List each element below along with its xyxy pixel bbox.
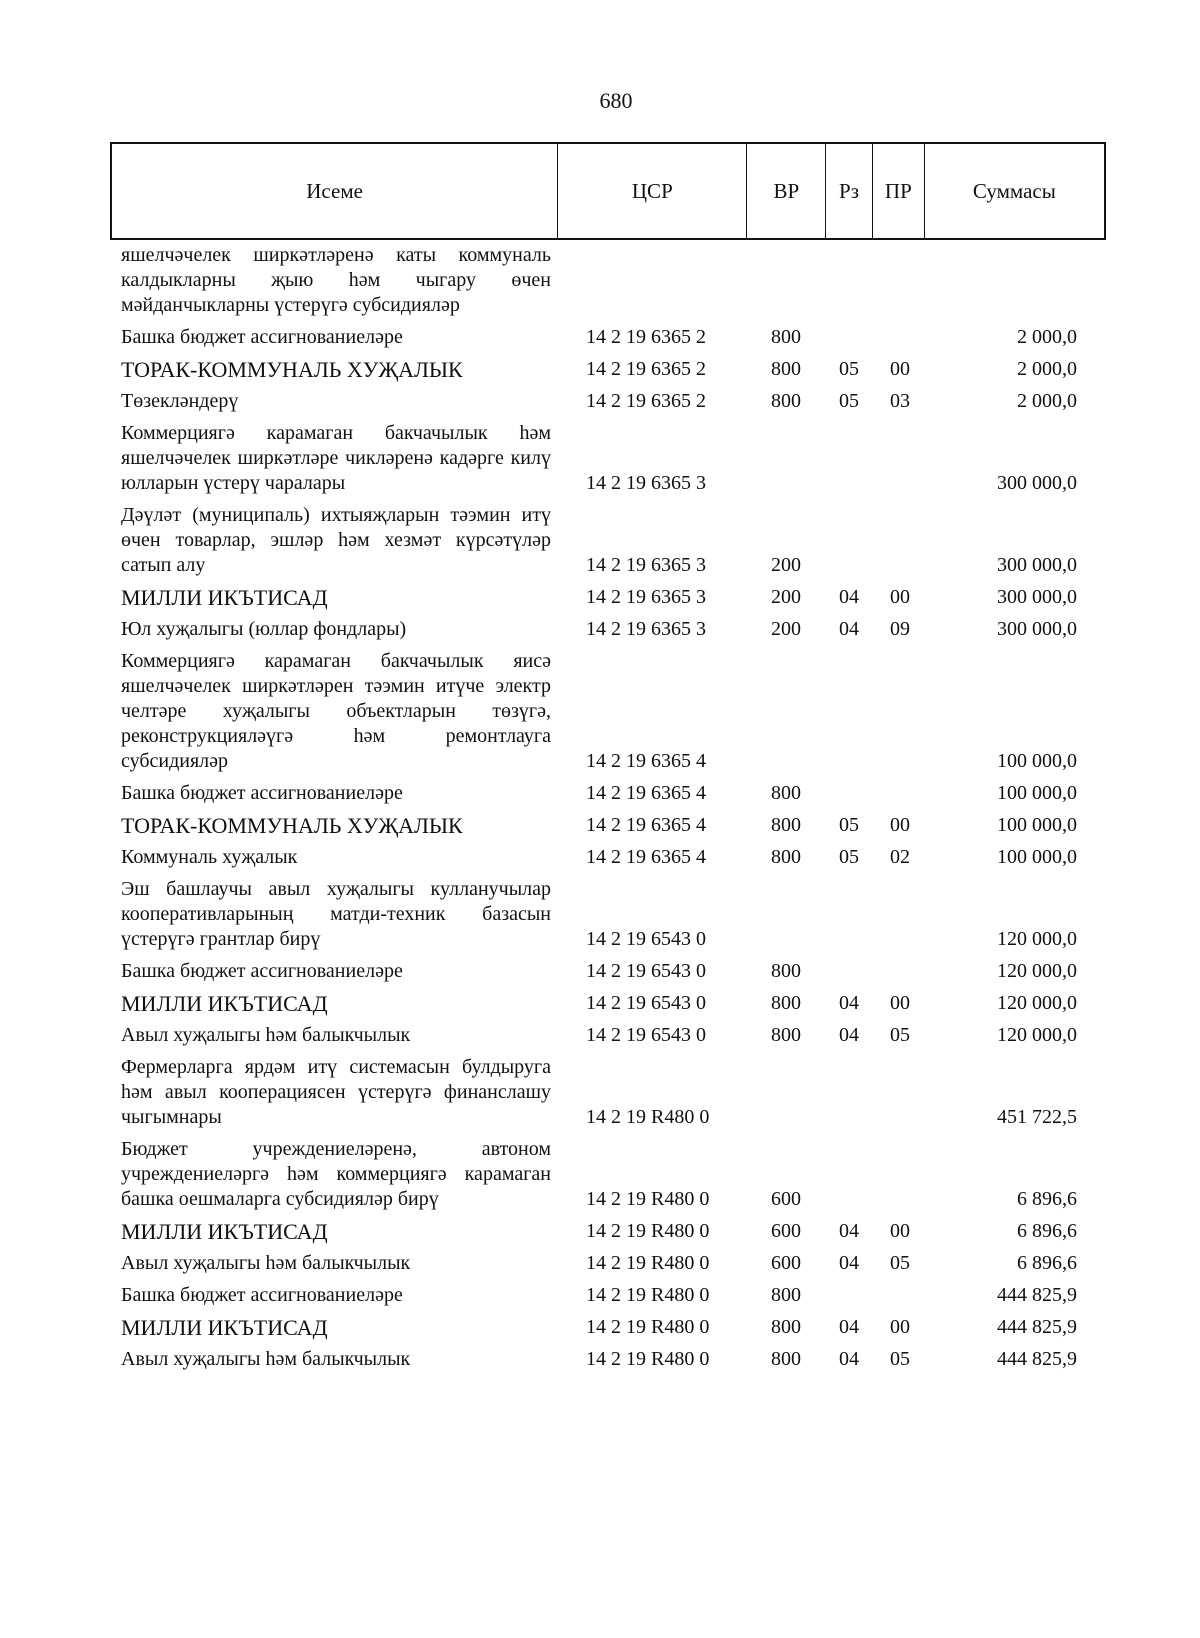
row-name: Коммерциягә карамаган бакчачылык яисә яшелчәчелек ширкәтләрен тәэмин итүче электр челтәре хуҗалыгы объектларын төзүгә, реконструкцияләүгә һәм ремонтлауга субсидияләр bbox=[121, 650, 551, 772]
table-row bbox=[121, 421, 1117, 496]
row-pr: 00 bbox=[890, 814, 910, 836]
table-row bbox=[121, 877, 1117, 952]
row-sum: 300 000,0 bbox=[997, 618, 1077, 640]
row-name: Фермерларга ярдәм итү системасын булдыруга һәм авыл кооперациясен үстерүгә финанслашу чыгымнары bbox=[121, 1056, 551, 1128]
row-csr: 14 2 19 R480 0 bbox=[586, 1106, 710, 1128]
table-body bbox=[121, 243, 1117, 1379]
row-csr: 14 2 19 R480 0 bbox=[586, 1252, 710, 1274]
row-csr: 14 2 19 6365 2 bbox=[586, 358, 706, 380]
row-pr: 00 bbox=[890, 992, 910, 1014]
row-rz: 04 bbox=[839, 1220, 859, 1242]
row-name: ТОРАК-КОММУНАЛЬ ХУҖАЛЫК bbox=[121, 357, 463, 382]
row-rz: 04 bbox=[839, 1252, 859, 1274]
row-csr: 14 2 19 R480 0 bbox=[586, 1220, 710, 1242]
table-row bbox=[121, 1347, 1117, 1372]
row-sum: 300 000,0 bbox=[997, 472, 1077, 494]
table-row bbox=[121, 503, 1117, 578]
row-rz: 04 bbox=[839, 586, 859, 608]
row-name: МИЛЛИ ИКЪТИСАД bbox=[121, 585, 328, 610]
row-name: МИЛЛИ ИКЪТИСАД bbox=[121, 1219, 328, 1244]
row-vr: 800 bbox=[771, 390, 801, 412]
row-pr: 00 bbox=[890, 586, 910, 608]
row-rz: 04 bbox=[839, 618, 859, 640]
row-vr: 800 bbox=[771, 1024, 801, 1046]
table-row bbox=[121, 813, 1117, 838]
table-header bbox=[110, 142, 1106, 240]
header-csr: ЦСР bbox=[558, 144, 747, 238]
row-sum: 100 000,0 bbox=[997, 846, 1077, 868]
row-csr: 14 2 19 6365 4 bbox=[586, 782, 706, 804]
row-csr: 14 2 19 6365 4 bbox=[586, 846, 706, 868]
row-csr: 14 2 19 6543 0 bbox=[586, 992, 706, 1014]
row-sum: 6 896,6 bbox=[1017, 1220, 1077, 1242]
row-rz: 04 bbox=[839, 1316, 859, 1338]
row-csr: 14 2 19 6543 0 bbox=[586, 928, 706, 950]
row-csr: 14 2 19 6365 3 bbox=[586, 472, 706, 494]
row-vr: 600 bbox=[771, 1188, 801, 1210]
row-sum: 6 896,6 bbox=[1017, 1252, 1077, 1274]
row-vr: 800 bbox=[771, 1284, 801, 1306]
row-name: Авыл хуҗалыгы һәм балыкчылык bbox=[121, 1348, 411, 1370]
row-csr: 14 2 19 6365 3 bbox=[586, 618, 706, 640]
row-name: Бюджет учреждениеләренә, автоном учреждениеләргә һәм коммерциягә карамаган башка оешмаларга субсидияләр бирү bbox=[121, 1138, 551, 1210]
row-name: Коммерциягә карамаган бакчачылык һәм яшелчәчелек ширкәтләре чикләренә кадәрге килү юлларын үстерү чаралары bbox=[121, 422, 551, 494]
row-sum: 2 000,0 bbox=[1017, 358, 1077, 380]
row-rz: 04 bbox=[839, 992, 859, 1014]
row-sum: 2 000,0 bbox=[1017, 326, 1077, 348]
row-sum: 2 000,0 bbox=[1017, 390, 1077, 412]
row-csr: 14 2 19 6543 0 bbox=[586, 960, 706, 982]
row-pr: 00 bbox=[890, 358, 910, 380]
row-rz: 05 bbox=[839, 390, 859, 412]
row-pr: 05 bbox=[890, 1252, 910, 1274]
row-csr: 14 2 19 6365 2 bbox=[586, 390, 706, 412]
table-row bbox=[121, 1283, 1117, 1308]
row-vr: 200 bbox=[771, 586, 801, 608]
row-sum: 100 000,0 bbox=[997, 814, 1077, 836]
row-name: Башка бюджет ассигнованиеләре bbox=[121, 782, 403, 804]
row-csr: 14 2 19 6365 3 bbox=[586, 586, 706, 608]
table-row bbox=[121, 1219, 1117, 1244]
row-name: Башка бюджет ассигнованиеләре bbox=[121, 1284, 403, 1306]
row-sum: 6 896,6 bbox=[1017, 1188, 1077, 1210]
table-row bbox=[121, 959, 1117, 984]
table-row bbox=[121, 649, 1117, 774]
row-rz: 05 bbox=[839, 814, 859, 836]
header-name: Исеме bbox=[112, 144, 558, 238]
row-csr: 14 2 19 R480 0 bbox=[586, 1188, 710, 1210]
row-vr: 800 bbox=[771, 992, 801, 1014]
table-row bbox=[121, 585, 1117, 610]
row-sum: 100 000,0 bbox=[997, 750, 1077, 772]
header-rz: Рз bbox=[826, 144, 873, 238]
table-row bbox=[121, 357, 1117, 382]
row-vr: 800 bbox=[771, 1316, 801, 1338]
row-vr: 800 bbox=[771, 814, 801, 836]
row-vr: 600 bbox=[771, 1220, 801, 1242]
row-rz: 05 bbox=[839, 358, 859, 380]
row-pr: 05 bbox=[890, 1348, 910, 1370]
row-sum: 120 000,0 bbox=[997, 928, 1077, 950]
row-vr: 200 bbox=[771, 554, 801, 576]
row-name: МИЛЛИ ИКЪТИСАД bbox=[121, 1315, 328, 1340]
row-sum: 300 000,0 bbox=[997, 586, 1077, 608]
row-rz: 04 bbox=[839, 1348, 859, 1370]
row-name: Башка бюджет ассигнованиеләре bbox=[121, 960, 403, 982]
row-rz: 04 bbox=[839, 1024, 859, 1046]
row-csr: 14 2 19 6365 4 bbox=[586, 750, 706, 772]
row-sum: 100 000,0 bbox=[997, 782, 1077, 804]
table-row bbox=[121, 243, 1117, 318]
row-vr: 800 bbox=[771, 358, 801, 380]
row-name: Дәүләт (муниципаль) ихтыяҗларын тәэмин итү өчен товарлар, эшләр һәм хезмәт күрсәтүләр сатып алу bbox=[121, 504, 551, 576]
row-name: Авыл хуҗалыгы һәм балыкчылык bbox=[121, 1252, 411, 1274]
table-row bbox=[121, 325, 1117, 350]
page-number: 680 bbox=[599, 88, 633, 113]
row-name: Башка бюджет ассигнованиеләре bbox=[121, 326, 403, 348]
table-row bbox=[121, 781, 1117, 806]
row-sum: 444 825,9 bbox=[997, 1284, 1077, 1306]
table-row bbox=[121, 1023, 1117, 1048]
row-name: яшелчәчелек ширкәтләренә каты коммуналь калдыкларны җыю һәм чыгару өчен мәйданчыкларны үстерүгә субсидияләр bbox=[121, 244, 551, 316]
row-pr: 03 bbox=[890, 390, 910, 412]
row-name: Авыл хуҗалыгы һәм балыкчылык bbox=[121, 1024, 411, 1046]
row-name: Юл хуҗалыгы (юллар фондлары) bbox=[121, 618, 407, 640]
row-csr: 14 2 19 6365 4 bbox=[586, 814, 706, 836]
table-row bbox=[121, 1251, 1117, 1276]
table-row bbox=[121, 1315, 1117, 1340]
row-pr: 05 bbox=[890, 1024, 910, 1046]
header-vr: ВР bbox=[747, 144, 826, 238]
header-pr: ПР bbox=[873, 144, 925, 238]
row-pr: 09 bbox=[890, 618, 910, 640]
row-csr: 14 2 19 6543 0 bbox=[586, 1024, 706, 1046]
row-sum: 120 000,0 bbox=[997, 992, 1077, 1014]
row-vr: 200 bbox=[771, 618, 801, 640]
row-csr: 14 2 19 6365 2 bbox=[586, 326, 706, 348]
table-row bbox=[121, 389, 1117, 414]
row-name: ТОРАК-КОММУНАЛЬ ХУҖАЛЫК bbox=[121, 813, 463, 838]
row-csr: 14 2 19 R480 0 bbox=[586, 1348, 710, 1370]
row-sum: 451 722,5 bbox=[997, 1106, 1077, 1128]
row-rz: 05 bbox=[839, 846, 859, 868]
row-vr: 600 bbox=[771, 1252, 801, 1274]
header-sum: Суммасы bbox=[972, 178, 1056, 203]
row-vr: 800 bbox=[771, 782, 801, 804]
row-sum: 120 000,0 bbox=[997, 1024, 1077, 1046]
row-pr: 00 bbox=[890, 1316, 910, 1338]
row-sum: 444 825,9 bbox=[997, 1316, 1077, 1338]
row-vr: 800 bbox=[771, 960, 801, 982]
row-vr: 800 bbox=[771, 326, 801, 348]
row-sum: 120 000,0 bbox=[997, 960, 1077, 982]
table-row bbox=[121, 1137, 1117, 1212]
row-csr: 14 2 19 6365 3 bbox=[586, 554, 706, 576]
row-name: МИЛЛИ ИКЪТИСАД bbox=[121, 991, 328, 1016]
table-row bbox=[121, 991, 1117, 1016]
row-pr: 00 bbox=[890, 1220, 910, 1242]
row-vr: 800 bbox=[771, 846, 801, 868]
row-sum: 300 000,0 bbox=[997, 554, 1077, 576]
table-row bbox=[121, 617, 1117, 642]
row-csr: 14 2 19 R480 0 bbox=[586, 1316, 710, 1338]
table-row bbox=[121, 1055, 1117, 1130]
row-vr: 800 bbox=[771, 1348, 801, 1370]
row-pr: 02 bbox=[890, 846, 910, 868]
row-name: Эш башлаучы авыл хуҗалыгы кулланучылар кооперативларының матди-техник базасын үстерүгә грантлар бирү bbox=[121, 878, 551, 950]
row-csr: 14 2 19 R480 0 bbox=[586, 1284, 710, 1306]
row-name: Коммуналь хуҗалык bbox=[121, 846, 298, 868]
table-row bbox=[121, 845, 1117, 870]
row-sum: 444 825,9 bbox=[997, 1348, 1077, 1370]
row-name: Төзекләндерү bbox=[121, 390, 239, 412]
